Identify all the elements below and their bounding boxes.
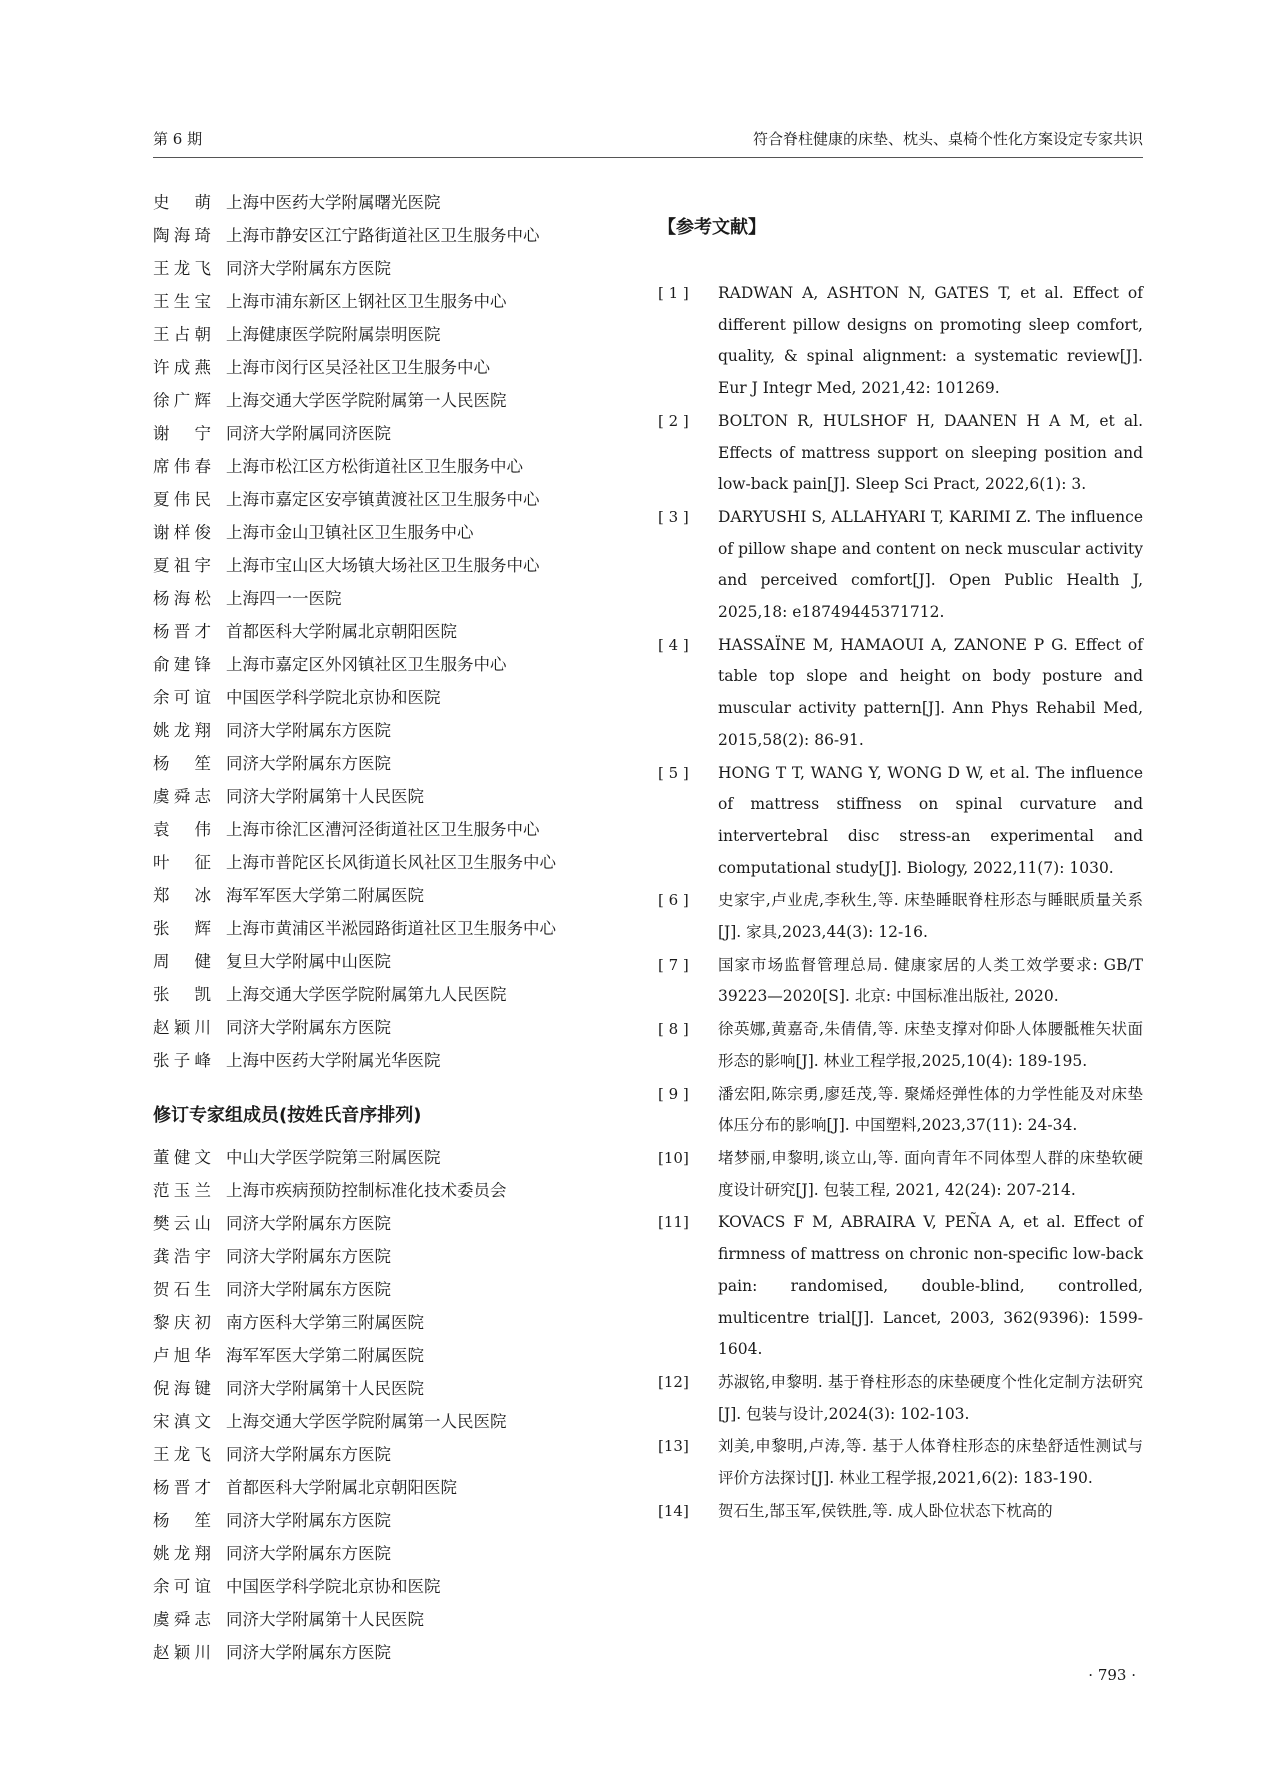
reference-number: [10] xyxy=(658,1148,689,1167)
expert-name: 陶海琦 xyxy=(153,225,211,245)
expert-affiliation: 南方医科大学第三附属医院 xyxy=(226,1312,424,1332)
expert-affiliation: 同济大学附属东方医院 xyxy=(226,1444,391,1464)
expert-row xyxy=(153,1634,623,1667)
expert-row xyxy=(153,1042,623,1075)
expert-name: 张 辉 xyxy=(153,918,211,938)
expert-name: 龚浩宇 xyxy=(153,1246,211,1266)
expert-row xyxy=(153,1238,623,1271)
expert-row xyxy=(153,679,623,712)
expert-affiliation: 同济大学附属东方医院 xyxy=(226,753,391,773)
expert-row xyxy=(153,712,623,745)
expert-row xyxy=(153,1403,623,1436)
expert-affiliation: 同济大学附属第十人民医院 xyxy=(226,786,424,806)
reference-number: [ 4 ] xyxy=(658,635,689,654)
expert-affiliation: 上海市静安区江宁路街道社区卫生服务中心 xyxy=(226,225,540,245)
expert-name: 余可谊 xyxy=(153,687,211,707)
expert-row xyxy=(153,184,623,217)
expert-row xyxy=(153,1205,623,1238)
expert-affiliation: 同济大学附属东方医院 xyxy=(226,1246,391,1266)
expert-affiliation: 中国医学科学院北京协和医院 xyxy=(226,1576,441,1596)
references-heading: 【参考文献】 xyxy=(658,217,766,238)
reference-text: HONG T T, WANG Y, WONG D W, et al. The influence of mattress stiffness on spinal curvature and intervertebral disc stress-an experimental and computational study[J]. Biology, 2022,11(7): 1030. xyxy=(718,763,1143,877)
expert-affiliation: 同济大学附属东方医院 xyxy=(226,1510,391,1530)
expert-affiliation: 上海市嘉定区安亭镇黄渡社区卫生服务中心 xyxy=(226,489,540,509)
expert-row xyxy=(153,910,623,943)
expert-row xyxy=(153,943,623,976)
expert-affiliation: 上海交通大学医学院附属第一人民医院 xyxy=(226,390,507,410)
running-header xyxy=(153,128,1143,158)
expert-name: 宋滇文 xyxy=(153,1411,211,1431)
reference-number: [12] xyxy=(658,1372,689,1391)
expert-name: 张 凯 xyxy=(153,984,211,1004)
reference-item xyxy=(658,630,1143,757)
reference-number: [13] xyxy=(658,1437,689,1456)
reference-item xyxy=(658,406,1143,501)
expert-affiliation: 海军军医大学第二附属医院 xyxy=(226,1345,424,1365)
expert-list-column xyxy=(153,184,623,1667)
running-title: 符合脊柱健康的床垫、枕头、桌椅个性化方案设定专家共识 xyxy=(752,130,1143,148)
reference-text: 堵梦丽,申黎明,谈立山,等. 面向青年不同体型人群的床垫软硬度设计研究[J]. 包装工程, 2021, 42(24): 207-214. xyxy=(718,1148,1143,1199)
expert-affiliation: 同济大学附属东方医院 xyxy=(226,1543,391,1563)
expert-row xyxy=(153,514,623,547)
reference-text: 国家市场监督管理总局. 健康家居的人类工效学要求: GB/T 39223—2020[S]. 北京: 中国标准出版社, 2020. xyxy=(718,955,1143,1006)
reference-number: [ 3 ] xyxy=(658,507,689,526)
expert-affiliation: 中国医学科学院北京协和医院 xyxy=(226,687,441,707)
expert-name: 姚龙翔 xyxy=(153,1543,211,1563)
reference-number: [11] xyxy=(658,1213,689,1232)
expert-row xyxy=(153,811,623,844)
expert-row xyxy=(153,250,623,283)
expert-name: 董健文 xyxy=(153,1147,211,1167)
expert-affiliation: 上海中医药大学附属曙光医院 xyxy=(226,192,441,212)
expert-affiliation: 同济大学附属第十人民医院 xyxy=(226,1609,424,1629)
reference-number: [14] xyxy=(658,1501,689,1520)
expert-affiliation: 上海市嘉定区外冈镇社区卫生服务中心 xyxy=(226,654,507,674)
expert-name: 虞舜志 xyxy=(153,1609,211,1629)
expert-affiliation: 同济大学附属东方医院 xyxy=(226,1213,391,1233)
references-column xyxy=(658,208,1143,1528)
expert-name: 夏祖宇 xyxy=(153,555,211,575)
expert-name: 杨 笙 xyxy=(153,753,211,773)
expert-row xyxy=(153,217,623,250)
reference-number: [ 5 ] xyxy=(658,763,689,782)
expert-affiliation: 中山大学医学院第三附属医院 xyxy=(226,1147,441,1167)
expert-row xyxy=(153,448,623,481)
expert-affiliation: 上海交通大学医学院附属第九人民医院 xyxy=(226,984,507,1004)
reference-text: KOVACS F M, ABRAIRA V, PEÑA A, et al. Effect of firmness of mattress on chronic non-specific low-back pain: randomised, double-blind, controlled, multicentre trial[J]. Lancet, 2003, 362(9396): 1599-1604. xyxy=(718,1213,1143,1359)
expert-name: 郑 冰 xyxy=(153,885,211,905)
expert-name: 张子峰 xyxy=(153,1050,211,1070)
expert-affiliation: 上海市普陀区长风街道长风社区卫生服务中心 xyxy=(226,852,556,872)
reference-text: 史家宇,卢业虎,李秋生,等. 床垫睡眠脊柱形态与睡眠质量关系[J]. 家具,2023,44(3): 12-16. xyxy=(718,891,1143,942)
reference-item xyxy=(658,1207,1143,1366)
expert-affiliation: 同济大学附属东方医院 xyxy=(226,1642,391,1662)
expert-row xyxy=(153,745,623,778)
reference-number: [ 1 ] xyxy=(658,284,689,302)
expert-row xyxy=(153,382,623,415)
expert-name: 倪海键 xyxy=(153,1378,211,1398)
expert-affiliation: 上海市松江区方松街道社区卫生服务中心 xyxy=(226,456,523,476)
expert-row xyxy=(153,316,623,349)
expert-name: 杨 笙 xyxy=(153,1510,211,1530)
reference-item xyxy=(658,950,1143,1013)
expert-row xyxy=(153,547,623,580)
reference-number: [ 8 ] xyxy=(658,1020,689,1039)
expert-name: 贺石生 xyxy=(153,1279,211,1299)
expert-row xyxy=(153,481,623,514)
expert-name: 姚龙翔 xyxy=(153,720,211,740)
reference-item xyxy=(658,1014,1143,1077)
expert-name: 周 健 xyxy=(153,951,211,971)
expert-affiliation: 复旦大学附属中山医院 xyxy=(226,951,391,971)
expert-row xyxy=(153,1139,623,1172)
expert-name: 赵颖川 xyxy=(153,1642,211,1662)
expert-name: 徐广辉 xyxy=(153,390,211,410)
expert-affiliation: 上海市浦东新区上钢社区卫生服务中心 xyxy=(226,291,507,311)
expert-name: 夏伟民 xyxy=(153,489,211,509)
expert-affiliation: 上海市疾病预防控制标准化技术委员会 xyxy=(226,1180,507,1200)
reference-item xyxy=(658,758,1143,885)
expert-name: 黎庆初 xyxy=(153,1312,211,1332)
expert-row xyxy=(153,1271,623,1304)
reference-number: [ 9 ] xyxy=(658,1084,689,1103)
expert-affiliation: 上海市闵行区吴泾社区卫生服务中心 xyxy=(226,357,490,377)
expert-name: 赵颖川 xyxy=(153,1017,211,1037)
reference-list xyxy=(658,278,1143,1527)
expert-name: 谢 宁 xyxy=(153,423,211,443)
expert-name: 余可谊 xyxy=(153,1576,211,1596)
reference-text: 贺石生,郜玉军,侯铁胜,等. 成人卧位状态下枕高的 xyxy=(718,1501,1053,1520)
expert-row xyxy=(153,1535,623,1568)
expert-row xyxy=(153,1436,623,1469)
reference-text: RADWAN A, ASHTON N, GATES T, et al. Effect of different pillow designs on promoting sleep comfort, quality, & spinal alignment: a systematic review[J]. Eur J Integr Med, 2021,42: 101269. xyxy=(718,284,1143,398)
expert-name: 杨晋才 xyxy=(153,621,211,641)
expert-name: 史 萌 xyxy=(153,192,211,212)
expert-affiliation: 同济大学附属东方医院 xyxy=(226,1017,391,1037)
reference-item xyxy=(658,278,1143,405)
expert-name: 王龙飞 xyxy=(153,1444,211,1464)
expert-affiliation: 同济大学附属东方医院 xyxy=(226,1279,391,1299)
reference-text: 潘宏阳,陈宗勇,廖廷茂,等. 聚烯烃弹性体的力学性能及对床垫体压分布的影响[J]. 中国塑料,2023,37(11): 24-34. xyxy=(718,1084,1143,1135)
page-number: · 793 · xyxy=(1088,1666,1136,1684)
expert-row xyxy=(153,1304,623,1337)
expert-row xyxy=(153,778,623,811)
expert-row xyxy=(153,976,623,1009)
expert-affiliation: 首都医科大学附属北京朝阳医院 xyxy=(226,621,457,641)
revision-heading: 修订专家组成员(按姓氏音序排列) xyxy=(153,1105,422,1126)
expert-name: 叶 征 xyxy=(153,852,211,872)
reference-text: BOLTON R, HULSHOF H, DAANEN H A M, et al. Effects of mattress support on sleeping position and low-back pain[J]. Sleep Sci Pract, 2022,6(1): 3. xyxy=(718,411,1143,494)
expert-row xyxy=(153,1009,623,1042)
expert-row xyxy=(153,1469,623,1502)
expert-row xyxy=(153,1172,623,1205)
expert-list xyxy=(153,184,623,1075)
reference-item xyxy=(658,1367,1143,1430)
expert-affiliation: 上海交通大学医学院附属第一人民医院 xyxy=(226,1411,507,1431)
expert-row xyxy=(153,877,623,910)
reference-text: 徐英娜,黄嘉奇,朱倩倩,等. 床垫支撑对仰卧人体腰骶椎矢状面形态的影响[J]. 林业工程学报,2025,10(4): 189-195. xyxy=(718,1020,1143,1070)
expert-name: 杨海松 xyxy=(153,588,211,608)
expert-name: 谢样俊 xyxy=(153,522,211,542)
reference-number: [ 7 ] xyxy=(658,955,689,974)
revision-expert-list xyxy=(153,1139,623,1667)
expert-row xyxy=(153,415,623,448)
expert-name: 虞舜志 xyxy=(153,786,211,806)
expert-affiliation: 同济大学附属第十人民医院 xyxy=(226,1378,424,1398)
expert-row xyxy=(153,1502,623,1535)
reference-item xyxy=(658,502,1143,629)
expert-name: 杨晋才 xyxy=(153,1477,211,1497)
expert-name: 王生宝 xyxy=(153,291,211,311)
reference-text: 刘美,申黎明,卢涛,等. 基于人体脊柱形态的床垫舒适性测试与评价方法探讨[J]. 林业工程学报,2021,6(2): 183-190. xyxy=(718,1437,1143,1488)
expert-affiliation: 海军军医大学第二附属医院 xyxy=(226,885,424,905)
issue-label: 第 6 期 xyxy=(153,130,203,148)
expert-row xyxy=(153,580,623,613)
reference-item xyxy=(658,885,1143,948)
reference-item xyxy=(658,1496,1143,1528)
expert-row xyxy=(153,349,623,382)
expert-affiliation: 上海市宝山区大场镇大场社区卫生服务中心 xyxy=(226,555,540,575)
reference-item xyxy=(658,1079,1143,1142)
expert-affiliation: 上海健康医学院附属崇明医院 xyxy=(226,324,441,344)
expert-row xyxy=(153,1601,623,1634)
expert-affiliation: 同济大学附属东方医院 xyxy=(226,258,391,278)
reference-text: HASSAÏNE M, HAMAOUI A, ZANONE P G. Effect of table top slope and height on body posture and muscular activity pattern[J]. Ann Phys Rehabil Med, 2015,58(2): 86-91. xyxy=(718,635,1143,749)
expert-name: 樊云山 xyxy=(153,1213,211,1233)
expert-name: 俞建锋 xyxy=(153,654,211,674)
expert-name: 王龙飞 xyxy=(153,258,211,278)
reference-number: [ 2 ] xyxy=(658,411,689,430)
expert-row xyxy=(153,844,623,877)
reference-text: DARYUSHI S, ALLAHYARI T, KARIMI Z. The influence of pillow shape and content on neck muscular activity and perceived comfort[J]. Open Public Health J, 2025,18: e18749445371712. xyxy=(718,507,1143,622)
expert-affiliation: 上海市金山卫镇社区卫生服务中心 xyxy=(226,522,474,542)
header-rule xyxy=(153,157,1143,158)
expert-name: 王占朝 xyxy=(153,324,211,344)
expert-row xyxy=(153,646,623,679)
expert-affiliation: 上海市徐汇区漕河泾街道社区卫生服务中心 xyxy=(226,819,540,839)
expert-affiliation: 同济大学附属同济医院 xyxy=(226,423,391,443)
expert-row xyxy=(153,283,623,316)
reference-text: 苏淑铭,申黎明. 基于脊柱形态的床垫硬度个性化定制方法研究[J]. 包装与设计,2024(3): 102-103. xyxy=(718,1372,1143,1423)
expert-affiliation: 首都医科大学附属北京朝阳医院 xyxy=(226,1477,457,1497)
reference-item xyxy=(658,1431,1143,1494)
expert-name: 卢旭华 xyxy=(153,1345,211,1365)
expert-row xyxy=(153,1370,623,1403)
expert-name: 范玉兰 xyxy=(153,1180,211,1200)
expert-affiliation: 上海市黄浦区半淞园路街道社区卫生服务中心 xyxy=(226,918,556,938)
expert-affiliation: 上海中医药大学附属光华医院 xyxy=(226,1050,441,1070)
expert-name: 席伟春 xyxy=(153,456,211,476)
expert-row xyxy=(153,1337,623,1370)
expert-affiliation: 同济大学附属东方医院 xyxy=(226,720,391,740)
reference-item xyxy=(658,1143,1143,1206)
expert-name: 袁 伟 xyxy=(153,819,211,839)
expert-row xyxy=(153,1568,623,1601)
expert-row xyxy=(153,613,623,646)
expert-affiliation: 上海四一一医院 xyxy=(226,588,342,608)
reference-number: [ 6 ] xyxy=(658,891,689,910)
expert-name: 许成燕 xyxy=(153,357,211,377)
